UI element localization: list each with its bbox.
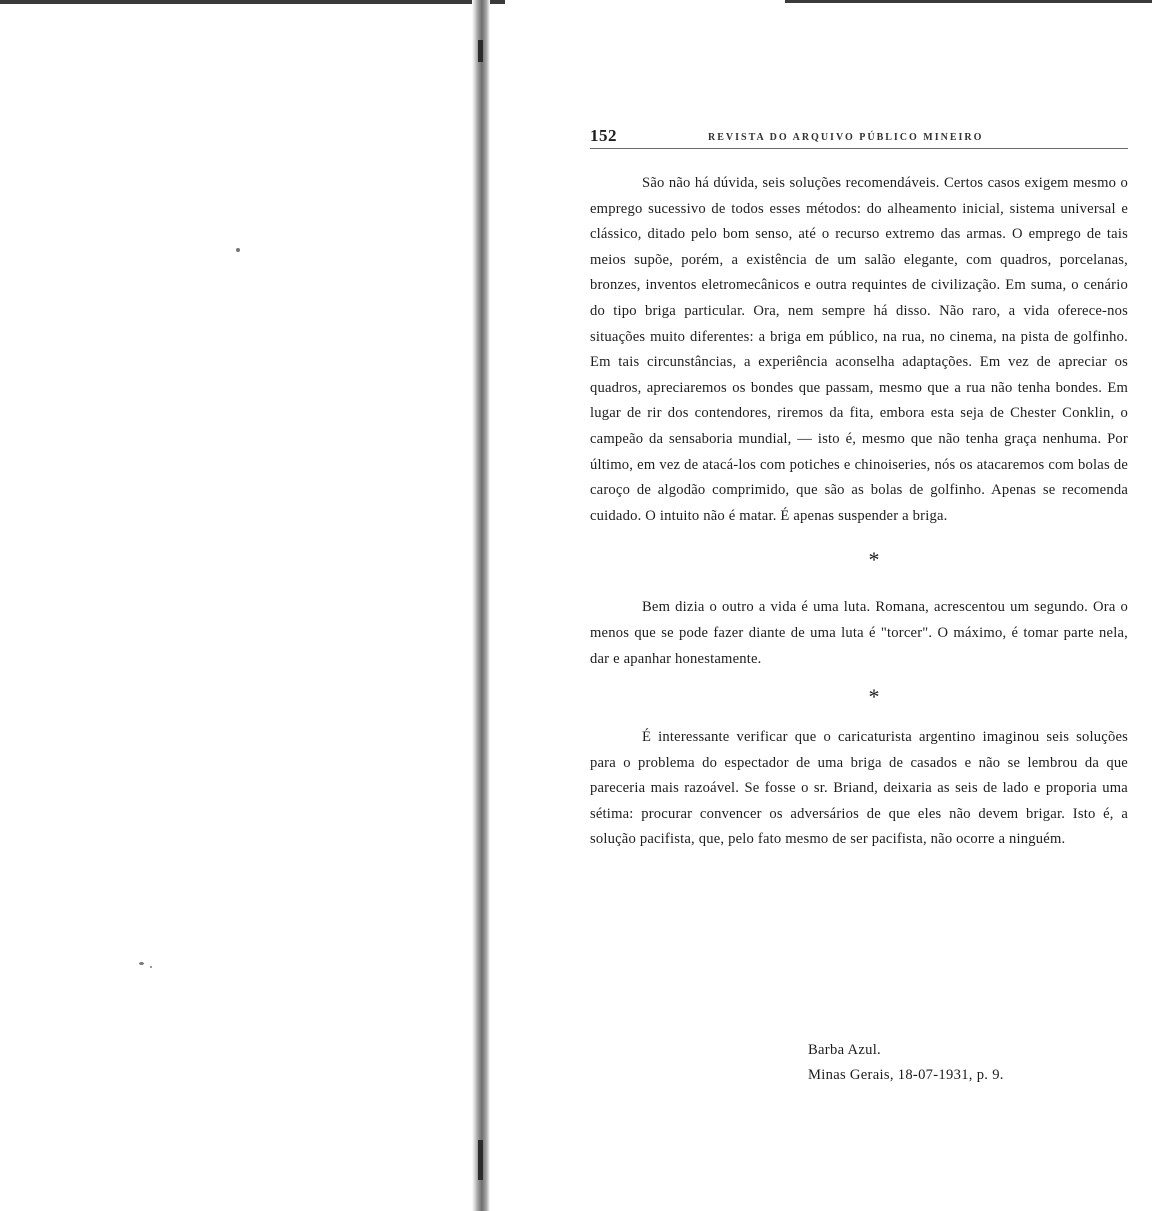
gutter-mark — [478, 1140, 483, 1180]
signature-source: Minas Gerais, 18-07-1931, p. 9. — [808, 1067, 1004, 1083]
paragraph-solutions: São não há dúvida, seis soluções recomendáveis. Certos casos exigem mesmo o emprego sucessivo de todos esses métodos: do alheamento inicial, sistema universal e clássico, ditado pelo bom senso, até o recurso extremo das armas. O emprego de tais meios supõe, porém, a existência de um salão elegante, com quadros, porcelanas, bronzes, inventos eletromecânicos e outra requintes de civilização. Em suma, o cenário do tipo briga particular. Ora, nem sempre há disso. Não raro, a vida oferece-nos situações muito diferentes: a briga em público, na rua, no cinema, na pista de golfinho. Em tais circunstâncias, a experiência aconselha adaptações. Em vez de apreciar os quadros, apreciaremos os bondes que passam, mesmo que a rua não tenha bondes. Em lugar de rir dos contendores, riremos da fita, embora esta seja de Chester Conklin, o campeão da sensaboria mundial, — isto é, mesmo que não tenha graça nenhuma. Por último, em vez de atacá-los com potiches e chinoiseries, nós os atacaremos com bolas de caroço de algodão comprimido, que são as bolas de golfinho. Apenas se recomenda cuidado. O intuito não é matar. É apenas suspender a briga. — [590, 175, 1128, 524]
section-separator: * — [868, 684, 880, 710]
signature-author: Barba Azul. — [808, 1042, 882, 1058]
scan-speck — [236, 248, 240, 252]
gutter-mark — [478, 40, 483, 62]
scan-edge-top-right — [785, 0, 1152, 3]
section-separator: * — [868, 547, 880, 573]
paragraph-luta: Bem dizia o outro a vida é uma luta. Romana, acrescentou um segundo. Ora o menos que se pode fazer diante de uma luta é "torcer". O máximo, é tomar parte nela, dar e apanhar honestamente. — [590, 599, 1128, 667]
signature-block — [808, 1038, 1004, 1088]
scan-speck — [139, 962, 144, 965]
book-gutter-shadow — [472, 0, 490, 1211]
running-head — [590, 120, 1128, 149]
journal-title: REVISTA DO ARQUIVO PÚBLICO MINEIRO — [708, 132, 984, 143]
page-number: 152 — [590, 126, 617, 145]
right-page — [590, 120, 1128, 1083]
scan-speck — [150, 966, 152, 968]
paragraph-pacifista: É interessante verificar que o caricaturista argentino imaginou seis soluções para o problema do espectador de uma briga de casados e não se lembrou da que pareceria mais razoável. Se fosse o sr. Briand, deixaria as seis de lado e proporia uma sétima: procurar convencer os adversários de que eles não devem brigar. Isto é, a solução pacifista, que, pelo fato mesmo de ser pacifista, não ocorre a ninguém. — [590, 729, 1128, 848]
scan-edge-top-left — [0, 0, 505, 4]
